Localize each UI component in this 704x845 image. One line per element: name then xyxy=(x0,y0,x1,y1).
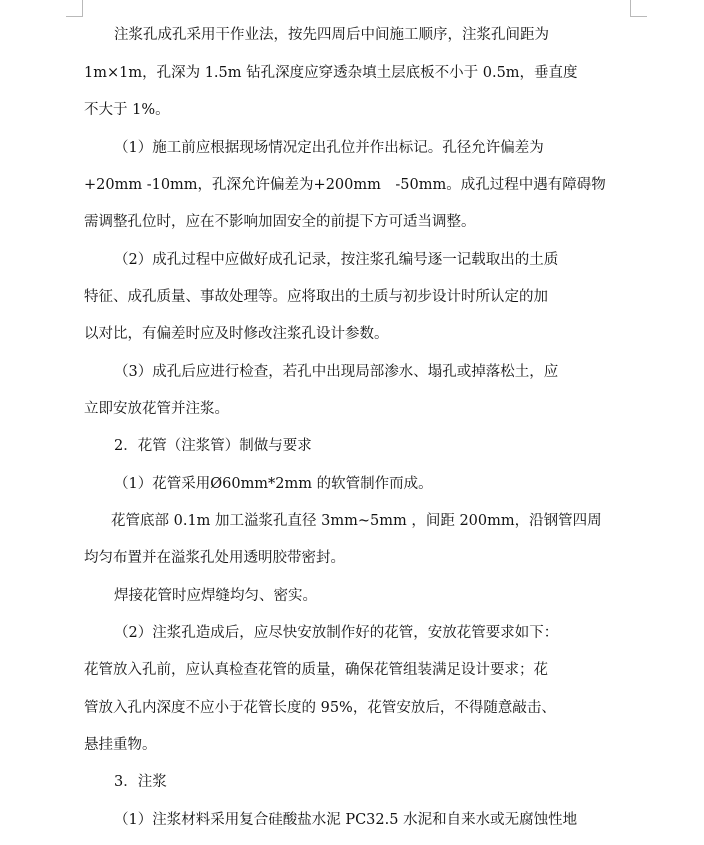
text-line: 特征、成孔质量、事故处理等。应将取出的土质与初步设计时所认定的加 xyxy=(84,289,548,305)
text-line: （2）成孔过程中应做好成孔记录，按注浆孔编号逐一记载取出的土质 xyxy=(114,252,559,268)
text-line: 花管放入孔前，应认真检查花管的质量，确保花管组装满足设计要求；花 xyxy=(84,662,548,678)
text-line: 需调整孔位时，应在不影响加固安全的前提下方可适当调整。 xyxy=(84,214,476,230)
text-line: 以对比，有偏差时应及时修改注浆孔设计参数。 xyxy=(84,326,389,342)
text-line: 均匀布置并在溢浆孔处用透明胶带密封。 xyxy=(84,550,345,566)
text-line: （1）花管采用Ø60mm*2mm 的软管制作而成。 xyxy=(114,476,433,492)
text-line: +20mm -10mm，孔深允许偏差为+200mm -50mm。成孔过程中遇有障碍物 xyxy=(84,177,606,193)
text-line: 不大于 1%。 xyxy=(84,102,170,118)
text-line: （1）施工前应根据现场情况定出孔位并作出标记。孔径允许偏差为 xyxy=(114,140,544,156)
text-line: （3）成孔后应进行检查，若孔中出现局部渗水、塌孔或掉落松土，应 xyxy=(114,364,559,380)
margin-corner-mark-right xyxy=(630,0,647,17)
text-line: 焊接花管时应焊缝均匀、密实。 xyxy=(114,588,317,604)
text-line: 管放入孔内深度不应小于花管长度的 95%，花管安放后，不得随意敲击、 xyxy=(84,700,556,716)
text-line: （1）注浆材料采用复合硅酸盐水泥 PC32.5 水泥和自来水或无腐蚀性地 xyxy=(114,812,578,828)
text-line: 立即安放花管并注浆。 xyxy=(84,401,229,417)
text-line: （2）注浆孔造成后，应尽快安放制作好的花管，安放花管要求如下： xyxy=(114,625,559,641)
margin-corner-mark-left xyxy=(66,0,83,17)
section-heading: 2．花管（注浆管）制做与要求 xyxy=(114,438,312,454)
text-line: 花管底部 0.1m 加工溢浆孔直径 3mm~5mm ，间距 200mm，沿钢管四周 xyxy=(111,513,602,529)
text-line: 注浆孔成孔采用干作业法，按先四周后中间施工顺序，注浆孔间距为 xyxy=(114,27,549,43)
text-line: 悬挂重物。 xyxy=(84,737,157,753)
text-line: 1m×1m，孔深为 1.5m 钻孔深度应穿透杂填土层底板不小于 0.5m，垂直度 xyxy=(84,65,578,81)
section-heading: 3．注浆 xyxy=(114,774,167,790)
